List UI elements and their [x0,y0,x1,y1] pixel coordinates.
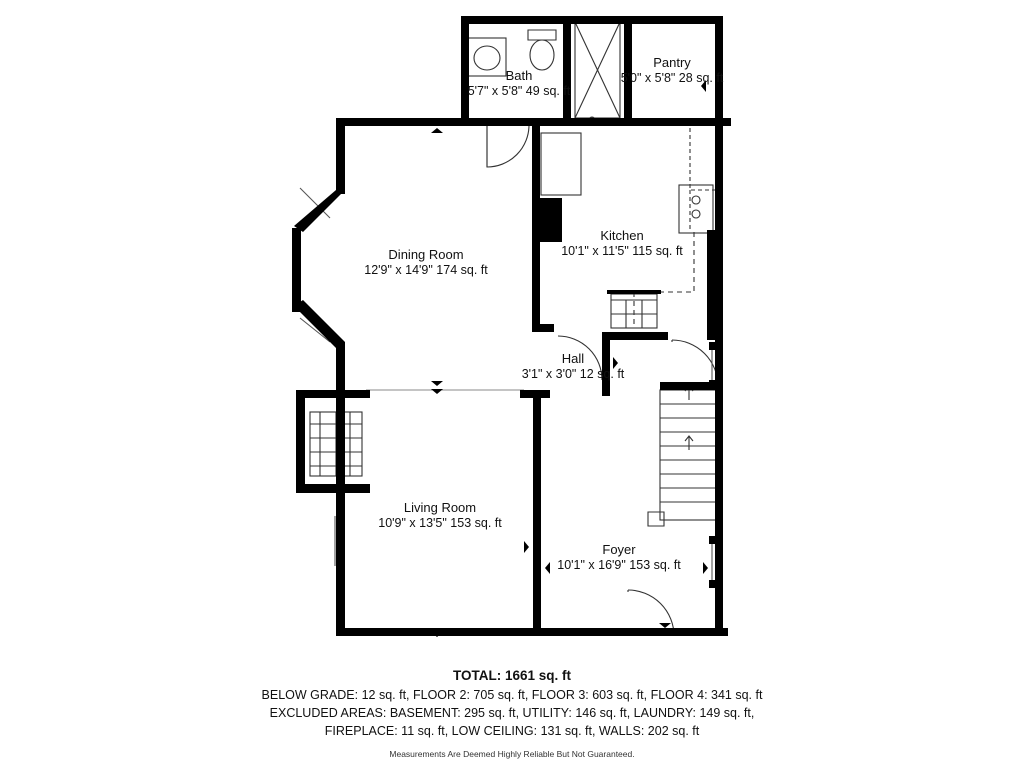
room-name-bath: Bath [505,68,533,83]
total-area-text: TOTAL: 1661 sq. ft [452,668,572,683]
room-dims-living-room: 10'9" x 13'5" 153 sq. ft [378,516,502,531]
room-dims-kitchen: 10'1" x 11'5" 115 sq. ft [561,244,683,259]
room-name-hall: Hall [561,351,585,366]
room-name-foyer: Foyer [602,542,636,557]
room-name-dining-room: Dining Room [388,247,464,262]
room-name-living-room: Living Room [403,500,477,515]
room-dims-foyer: 10'1" x 16'9" 153 sq. ft [557,558,681,573]
room-dims-bath: 5'7" x 5'8" 49 sq. ft [467,84,571,99]
room-dims-hall: 3'1" x 3'0" 12 sq. ft [521,367,625,382]
floor-breakdown-line: BELOW GRADE: 12 sq. ft, FLOOR 2: 705 sq. ft, FLOOR 3: 603 sq. ft, FLOOR 4: 341 sq. ft [261,688,763,702]
room-name-pantry: Pantry [653,55,691,70]
room-dims-pantry: 5'0" x 5'8" 28 sq. ft [620,71,724,86]
measurement-disclaimer: Measurements Are Deemed Highly Reliable But Not Guaranteed. [389,749,635,760]
excluded-areas-line-2: FIREPLACE: 11 sq. ft, LOW CEILING: 131 sq. ft, WALLS: 202 sq. ft [324,724,700,739]
excluded-areas-line-1: EXCLUDED AREAS: BASEMENT: 295 sq. ft, UTILITY: 146 sq. ft, LAUNDRY: 149 sq. ft, [269,706,755,721]
area-summary [0,668,1024,759]
room-dims-dining-room: 12'9" x 14'9" 174 sq. ft [364,263,488,278]
room-name-kitchen: Kitchen [600,228,644,243]
